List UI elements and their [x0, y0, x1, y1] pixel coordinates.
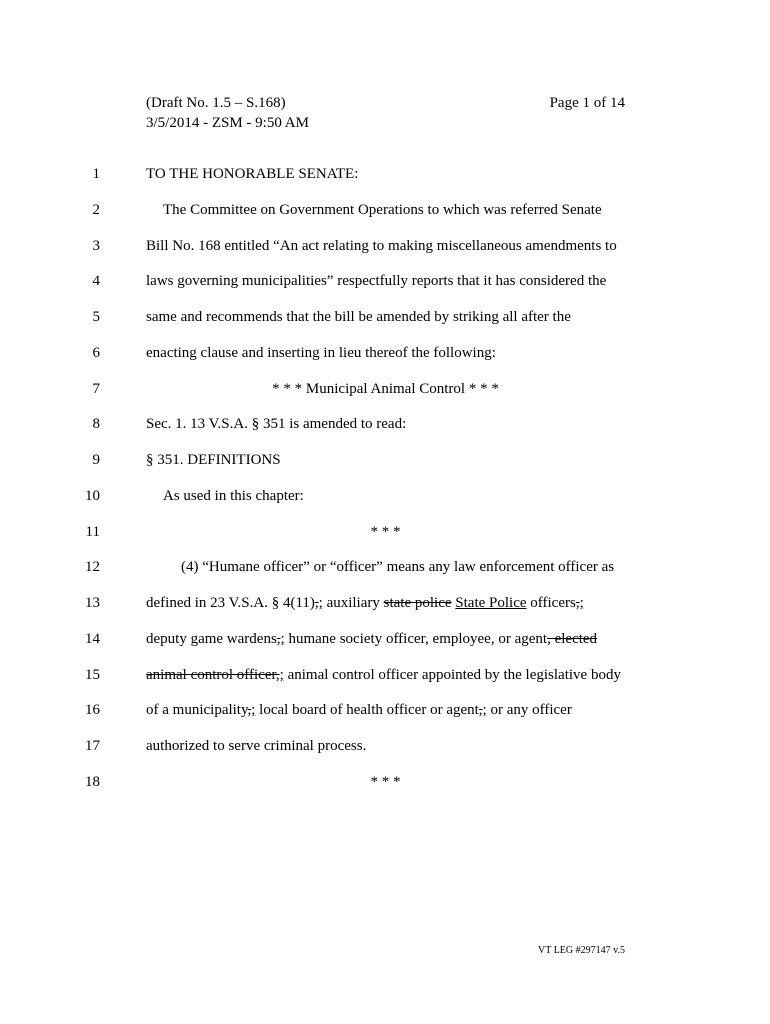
text-segment: humane society officer, employee: [284, 631, 491, 647]
draft-datetime: 3/5/2014 - ZSM - 9:50 AM: [146, 115, 309, 131]
line-text: § 351. DEFINITIONS: [146, 452, 281, 468]
line-number: 12: [85, 559, 100, 575]
document-line: [0, 412, 770, 436]
deleted-text: ,: [247, 702, 252, 718]
text-segment: animal control officer appointed by the legislative body: [283, 667, 621, 683]
deleted-text: ,: [575, 595, 580, 611]
inserted-text: ,: [490, 631, 495, 647]
document-line: [0, 377, 770, 401]
line-text: laws governing municipalities” respectfully reports that it has considered the: [146, 273, 607, 289]
draft-number: (Draft No. 1.5 – S.168): [146, 95, 286, 111]
deleted-text: ,: [276, 631, 281, 647]
line-text: same and recommends that the bill be amended by striking all after the: [146, 309, 571, 325]
deleted-text: ,: [314, 595, 319, 611]
document-line: [0, 484, 770, 508]
line-number: 5: [92, 309, 100, 325]
text-segment: of a municipality: [146, 702, 248, 718]
text-segment: deputy game wardens: [146, 631, 277, 647]
line-text: * * *: [370, 524, 401, 540]
line-number: 15: [85, 667, 100, 683]
document-line: [0, 448, 770, 472]
inserted-text: State Police: [455, 595, 527, 611]
line-text: [146, 591, 584, 615]
document-line: [0, 198, 770, 222]
inserted-text: ;: [579, 595, 584, 611]
text-segment: local board of health officer or agent: [255, 702, 479, 718]
line-text: As used in this chapter:: [163, 488, 304, 504]
line-text: (4) “Humane officer” or “officer” means any law enforcement officer as: [181, 559, 615, 575]
document-version-footer: VT LEG #297147 v.5: [538, 945, 625, 956]
line-text: authorized to serve criminal process.: [146, 738, 367, 754]
document-line: [0, 555, 770, 579]
text-segment: or any officer: [486, 702, 572, 718]
line-number: 14: [85, 631, 100, 647]
line-number: 18: [85, 774, 100, 790]
inserted-text: ;: [318, 595, 323, 611]
line-number: 7: [92, 381, 100, 397]
line-text: * * *: [370, 774, 401, 790]
line-number: 17: [85, 738, 100, 754]
document-line: [0, 770, 770, 794]
line-number: 16: [85, 702, 100, 718]
line-number: 11: [85, 524, 100, 540]
line-number: 9: [92, 452, 100, 468]
line-text: Bill No. 168 entitled “An act relating to making miscellaneous amendments to: [146, 238, 617, 254]
document-line: [0, 341, 770, 365]
line-number: 8: [92, 416, 100, 432]
document-line: [0, 698, 770, 722]
deleted-text: state police: [383, 595, 452, 611]
text-segment: auxiliary: [322, 595, 384, 611]
inserted-text: ;: [482, 702, 487, 718]
document-line: [0, 234, 770, 258]
document-line: [0, 162, 770, 186]
line-text: TO THE HONORABLE SENATE:: [146, 166, 359, 182]
line-text: [146, 627, 597, 651]
line-text: enacting clause and inserting in lieu thereof the following:: [146, 345, 496, 361]
line-number: 4: [92, 273, 100, 289]
line-number: 13: [85, 595, 100, 611]
document-line: [0, 591, 770, 615]
document-line: [0, 734, 770, 758]
text-segment: or agent: [494, 631, 548, 647]
text-segment: officers: [526, 595, 576, 611]
line-number: 6: [92, 345, 100, 361]
line-number: 2: [92, 202, 100, 218]
document-line: [0, 520, 770, 544]
line-number: 10: [85, 488, 100, 504]
text-segment: defined in 23 V.S.A. § 4(11): [146, 595, 315, 611]
line-text: Sec. 1. 13 V.S.A. § 351 is amended to read:: [146, 416, 407, 432]
document-line: [0, 305, 770, 329]
line-text: * * * Municipal Animal Control * * *: [272, 381, 499, 397]
inserted-text: ;: [251, 702, 256, 718]
inserted-text: ;: [279, 667, 284, 683]
line-text: [146, 698, 572, 722]
document-line: [0, 663, 770, 687]
document-line: [0, 627, 770, 651]
deleted-text: , elected: [547, 631, 598, 647]
inserted-text: ;: [280, 631, 285, 647]
line-text: The Committee on Government Operations to which was referred Senate: [163, 202, 602, 218]
page-indicator: Page 1 of 14: [549, 95, 625, 111]
deleted-text: ,: [478, 702, 483, 718]
line-number: 1: [92, 166, 100, 182]
document-line: [0, 269, 770, 293]
line-number: 3: [92, 238, 100, 254]
deleted-text: animal control officer,: [146, 667, 280, 683]
line-text: [146, 663, 621, 687]
